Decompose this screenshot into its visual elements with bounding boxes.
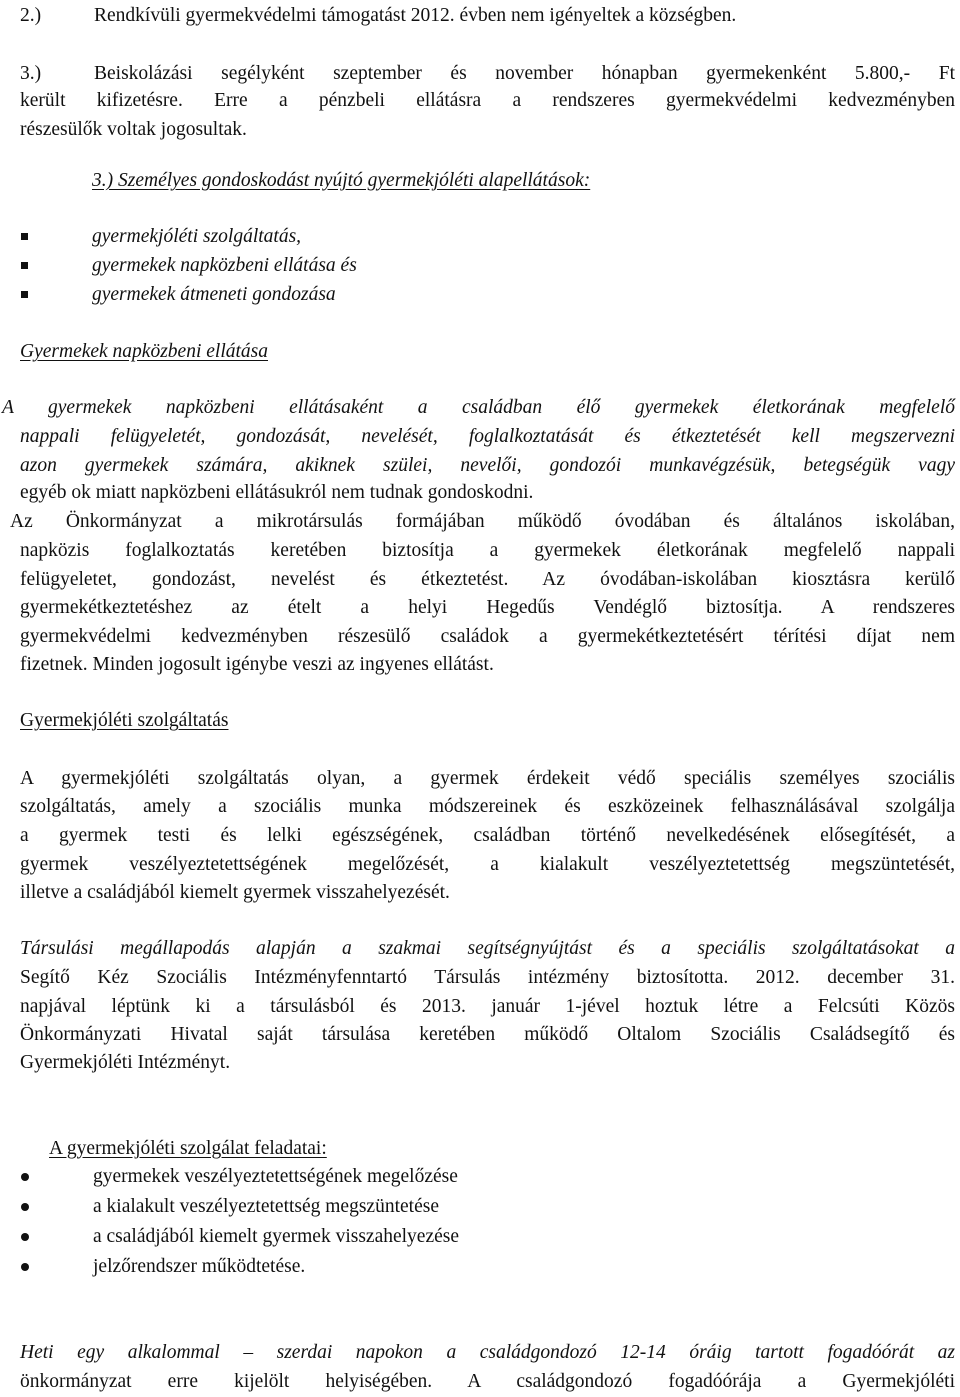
round-bullet-icon [21, 1233, 29, 1241]
task-list-item-4: jelzőrendszer működtetése. [93, 1256, 306, 1277]
item-number-3: 3.) [20, 63, 42, 84]
item-3-line-1: Beiskolázási segélyként szeptember és november hónapban gyermekenként 5.800,- Ft [94, 63, 955, 84]
napkozbeni-para2-line: napközis foglalkoztatás keretében biztosítja a gyermekek életkorának megfelelő nappali [20, 540, 955, 561]
napkozbeni-para2-line: felügyeletet, gondozást, nevelést és étkeztetést. Az óvodában-iskolában kiosztásra kerülő [20, 569, 955, 590]
round-bullet-icon [21, 1203, 29, 1211]
task-list-item-3: a családjából kiemelt gyermek visszahelyezése [93, 1226, 460, 1247]
szolgaltatas-para1-line: A gyermekjóléti szolgáltatás olyan, a gyermek érdekeit védő speciális személyes szociális [20, 768, 955, 789]
service-list-item-3: gyermekek átmeneti gondozása [92, 284, 336, 305]
szolgaltatas-para2-line: Segítő Kéz Szociális Intézményfenntartó Társulás intézmény biztosította. 2012. december 31. [20, 967, 955, 988]
task-list-item-2: a kialakult veszélyeztetettség megszüntetése [93, 1196, 439, 1217]
item-3-line-2: került kifizetésre. Erre a pénzbeli ellátásra a rendszeres gyermekvédelmi kedvezményben [20, 90, 955, 111]
napkozbeni-para2-line: gyermekétkeztetéshez az ételt a helyi Hegedűs Vendéglő biztosítja. A rendszeres [20, 597, 955, 618]
szolgaltatas-para1-line: illetve a családjából kiemelt gyermek visszahelyezését. [20, 882, 450, 903]
szolgaltatas-para2-line: Társulási megállapodás alapján a szakmai segítségnyújtást és a speciális szolgáltatásokat a [20, 938, 955, 959]
napkozbeni-para1-line: azon gyermekek számára, akiknek szülei, nevelői, gondozói munkavégzésük, betegségük vagy [20, 455, 955, 476]
napkozbeni-heading: Gyermekek napközbeni ellátása [20, 341, 268, 362]
napkozbeni-para1-line: nappali felügyeletét, gondozását, nevelését, foglalkoztatását és étkeztetését kell megszervezni [20, 426, 955, 447]
szolgaltatas-para2-line: Önkormányzati Hivatal saját társulása keretében működő Oltalom Szociális Családsegítő és [20, 1024, 955, 1045]
square-bullet-icon [21, 291, 28, 298]
feladatai-heading: A gyermekjóléti szolgálat feladatai: [49, 1138, 327, 1159]
napkozbeni-para1-line: egyéb ok miatt napközbeni ellátásukról nem tudnak gondoskodni. [20, 482, 534, 503]
szolgaltatas-heading: Gyermekjóléti szolgáltatás [20, 710, 229, 731]
szolgaltatas-para1-line: gyermek veszélyeztetettségének megelőzését, a kialakult veszélyeztetettség megszüntetését, [20, 854, 955, 875]
item-number-2: 2.) [20, 5, 42, 26]
square-bullet-icon [21, 233, 28, 240]
szolgaltatas-para2-line: Gyermekjóléti Intézményt. [20, 1052, 231, 1073]
service-list-item-2: gyermekek napközbeni ellátása és [92, 255, 357, 276]
bottom-para-line: önkormányzat erre kijelölt helyiségében. A családgondozó fogadóórája a Gyermekjóléti [20, 1371, 955, 1392]
szolgaltatas-para2-line: napjával léptünk ki a társulásból és 2013. január 1-jével hoztuk létre a Felcsúti Közös [20, 996, 955, 1017]
service-list-item-1: gyermekjóléti szolgáltatás, [92, 226, 302, 247]
task-list-item-1: gyermekek veszélyeztetettségének megelőzése [93, 1166, 458, 1187]
szolgaltatas-para1-line: szolgáltatás, amely a szociális munka módszereinek és eszközeinek felhasználásával szolgálja [20, 796, 955, 817]
round-bullet-icon [21, 1263, 29, 1271]
napkozbeni-para2-line: Az Önkormányzat a mikrotársulás formájában működő óvodában és általános iskolában, [10, 511, 955, 532]
napkozbeni-para2-line: fizetnek. Minden jogosult igénybe veszi az ingyenes ellátást. [20, 654, 494, 675]
square-bullet-icon [21, 262, 28, 269]
bottom-para-line: Heti egy alkalommal – szerdai napokon a családgondozó 12-14 óráig tartott fogadóórát az [20, 1342, 955, 1363]
round-bullet-icon [21, 1173, 29, 1181]
napkozbeni-para1-line: A gyermekek napközbeni ellátásaként a családban élő gyermekek életkorának megfelelő [2, 397, 955, 418]
item-2-text: Rendkívüli gyermekvédelmi támogatást 2012. évben nem igényeltek a községben. [94, 5, 737, 26]
napkozbeni-para2-line: gyermekvédelmi kedvezményben részesülő családok a gyermekétkeztetésért térítési díjat nem [20, 626, 955, 647]
szolgaltatas-para1-line: a gyermek testi és lelki egészségének, családban történő nevelkedésének elősegítését, a [20, 825, 955, 846]
item-3-line-3: részesülők voltak jogosultak. [20, 119, 247, 140]
section-3-heading: 3.) Személyes gondoskodást nyújtó gyermekjóléti alapellátások: [92, 170, 591, 191]
